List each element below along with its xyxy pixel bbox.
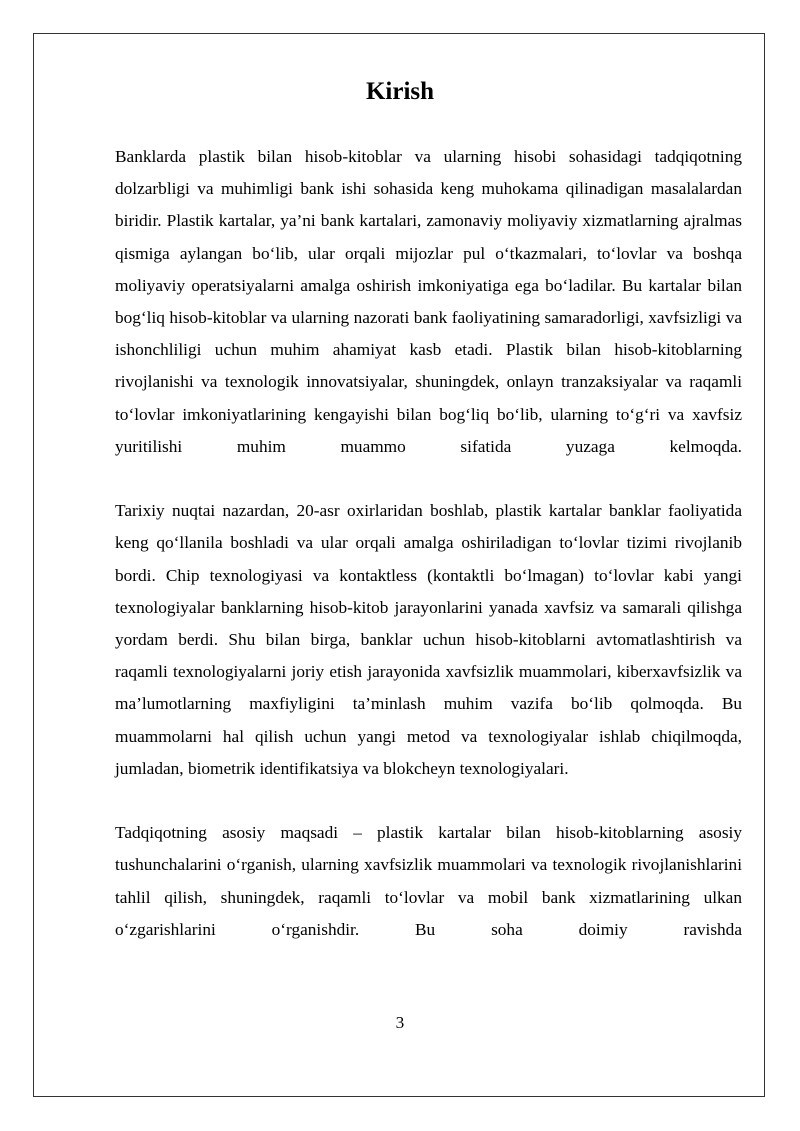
paragraph-spacer	[115, 463, 742, 495]
page-number: 3	[395, 1013, 405, 1032]
paragraph-history: Tarixiy nuqtai nazardan, 20-asr oxirlaridan boshlab, plastik kartalar banklar faoliyatida keng qo‘llanila boshladi va ular orqali amalga oshiriladigan to‘lovlar tizimi rivojlanib bordi. Chip texnologiyasi va kontaktless (kontaktli bo‘lmagan) to‘lovlar kabi yangi texnologiyalar banklarning hisob-kitob jarayonlarini yanada xavfsiz va samarali qilishga yordam berdi. Shu bilan birga, banklar uchun hisob-kitoblarni avtomatlashtirish va raqamli texnologiyalarni joriy etish jarayonida xavfsizlik muammolari, kiberxavfsizlik va ma’lumotlarning maxfiyligini ta’minlash muhim vazifa bo‘lib qolmoqda. Bu muammolarni hal qilish uchun yangi metod va texnologiyalar ishlab chiqilmoqda, jumladan, biometrik identifikatsiya va blokcheyn texnologiyalari.	[115, 501, 742, 778]
paragraph-intro-relevance: Banklarda plastik bilan hisob-kitoblar va ularning hisobi sohasidagi tadqiqotning dolzarbligi va muhimligi bank ishi sohasida keng muhokama qilinadigan masalalardan biridir. Plastik kartalar, ya’ni bank kartalari, zamonaviy moliyaviy xizmatlarning ajralmas qismiga aylangan bo‘lib, ular orqali mijozlar pul o‘tkazmalari, to‘lovlar va boshqa moliyaviy operatsiyalarni amalga oshirish imkoniyatiga ega bo‘ladilar. Bu kartalar bilan bog‘liq hisob-kitoblar va ularning nazorati bank faoliyatining samaradorligi, xavfsizligi va ishonchliligi uchun muhim ahamiyat kasb etadi. Plastik bilan hisob-kitoblarning rivojlanishi va texnologik innovatsiyalar, shuningdek, onlayn tranzaksiyalar va raqamli to‘lovlar imkoniyatlarining kengayishi bilan bog‘liq bo‘lib, ularning to‘g‘ri va xavfsiz yuritilishi muhim muammo sifatida yuzaga kelmoqda.	[115, 147, 742, 456]
page-title: Kirish	[365, 78, 435, 105]
paragraph-spacer	[115, 785, 742, 817]
paragraph-research-goal: Tadqiqotning asosiy maqsadi – plastik kartalar bilan hisob-kitoblarning asosiy tushunchalarini o‘rganish, ularning xavfsizlik muammolari va texnologik rivojlanishlarini tahlil qilish, shuningdek, raqamli to‘lovlar va mobil bank xizmatlarining ulkan o‘zgarishlarini o‘rganishdir. Bu soha doimiy ravishda	[115, 823, 742, 939]
document-body	[115, 141, 742, 946]
